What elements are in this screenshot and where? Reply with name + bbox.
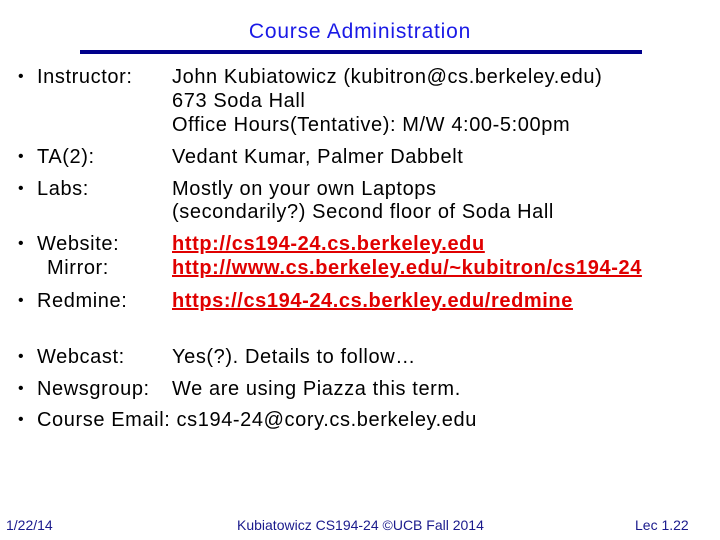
- redmine-label: Redmine:: [37, 290, 128, 312]
- mirror-label: Mirror:: [47, 257, 109, 279]
- labs-line-1: Mostly on your own Laptops: [172, 178, 437, 200]
- bullet: •: [18, 235, 25, 252]
- newsgroup-label: Newsgroup:: [37, 378, 150, 400]
- ta-names: Vedant Kumar, Palmer Dabbelt: [172, 146, 464, 168]
- bullet: •: [18, 148, 25, 165]
- bullet: •: [18, 292, 25, 309]
- instructor-name: John Kubiatowicz (kubitron@cs.berkeley.edu): [172, 66, 603, 88]
- footer-page: Lec 1.22: [635, 517, 689, 533]
- instructor-label: Instructor:: [37, 66, 133, 88]
- webcast-label: Webcast:: [37, 346, 125, 368]
- instructor-office: 673 Soda Hall: [172, 90, 306, 112]
- website-label: Website:: [37, 233, 120, 255]
- slide-title: Course Administration: [248, 20, 472, 43]
- ta-label: TA(2):: [37, 146, 95, 168]
- mirror-link[interactable]: http://www.cs.berkeley.edu/~kubitron/cs194-24: [172, 257, 642, 279]
- bullet: •: [18, 380, 25, 397]
- footer-date: 1/22/14: [6, 517, 53, 533]
- footer-course: Kubiatowicz CS194-24 ©UCB Fall 2014: [237, 517, 484, 533]
- bullet: •: [18, 411, 25, 428]
- title-rule: [80, 50, 642, 54]
- website-link[interactable]: http://cs194-24.cs.berkeley.edu: [172, 233, 485, 255]
- instructor-hours: Office Hours(Tentative): M/W 4:00-5:00pm: [172, 114, 571, 136]
- newsgroup-value: We are using Piazza this term.: [172, 378, 461, 400]
- labs-line-2: (secondarily?) Second floor of Soda Hall: [172, 201, 554, 223]
- bullet: •: [18, 348, 25, 365]
- course-email: Course Email: cs194-24@cory.cs.berkeley.edu: [37, 409, 477, 431]
- redmine-link[interactable]: https://cs194-24.cs.berkley.edu/redmine: [172, 290, 573, 312]
- labs-label: Labs:: [37, 178, 89, 200]
- bullet: •: [18, 180, 25, 197]
- bullet: •: [18, 68, 25, 85]
- webcast-value: Yes(?). Details to follow…: [172, 346, 416, 368]
